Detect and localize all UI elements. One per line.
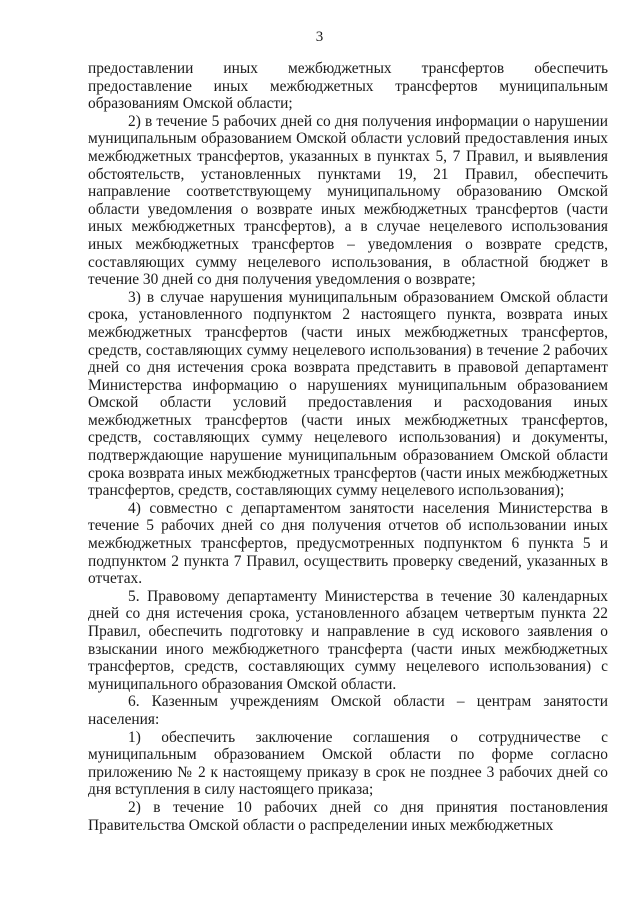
paragraph-clause-6: 6. Казенным учреждениям Омской области – центрам занятости населения: — [88, 693, 608, 728]
paragraph-clause-6-item-1: 1) обеспечить заключение соглашения о сотрудничестве с муниципальным образованием Омской области по форме согласно приложению № 2 к настоящему приказу в срок не позднее 3 рабочих дней со дня вступления в силу настоящего приказа; — [88, 728, 608, 799]
page-number: 3 — [315, 29, 324, 45]
paragraph-clause-6-item-2: 2) в течение 10 рабочих дней со дня принятия постановления Правительства Омской области о распределении иных межбюджетных — [88, 798, 608, 834]
paragraph-item-3: 3) в случае нарушения муниципальным образованием Омской области срока, установленного подпунктом 2 настоящего пункта, возврата иных межбюджетных трансфертов (части иных межбюджетных трансфертов, средств, составляющих сумму нецелевого использования) в течение 2 рабочих дней со дня истечения срока возврата представить в правовой департамент Министерства информацию о нарушениях муниципальным образованием Омской области условий предоставления и расходования иных межбюджетных трансфертов (части иных межбюджетных трансфертов, средств, составляющих сумму нецелевого использования) и документы, подтверждающие нарушение муниципальным образованием Омской области срока возврата иных межбюджетных трансфертов (части иных межбюджетных трансфертов, средств, составляющих сумму нецелевого использования); — [88, 288, 608, 500]
paragraph-item-2: 2) в течение 5 рабочих дней со дня получения информации о нарушении муниципальным образованием Омской области условий предоставления иных межбюджетных трансфертов, указанных в пунктах 5, 7 Правил, и выявления обстоятельств, установленных пунктами 19, 21 Правил, обеспечить направление соответствующему муниципальному образованию Омской области уведомления о возврате иных межбюджетных трансфертов (части иных межбюджетных трансфертов), а в случае нецелевого использования иных межбюджетных трансфертов – уведомления о возврате средств, составляющих сумму нецелевого использования, в областной бюджет в течение 30 дней со дня получения уведомления о возврате; — [88, 112, 608, 289]
paragraph-clause-5: 5. Правовому департаменту Министерства в течение 30 календарных дней со дня истечения срока, установленного абзацем четвертым пункта 22 Правил, обеспечить подготовку и направление в суд искового заявления о взыскании иного межбюджетного трансферта (части иных межбюджетных трансфертов, средств, составляющих сумму нецелевого использования) с муниципального образования Омской области. — [88, 587, 608, 693]
document-body — [88, 60, 608, 834]
paragraph-continuation: предоставлении иных межбюджетных трансфертов обеспечить предоставление иных межбюджетных трансфертов муниципальным образованиям Омской области; — [88, 60, 608, 113]
paragraph-item-4: 4) совместно с департаментом занятости населения Министерства в течение 5 рабочих дней со дня получения отчетов об использовании иных межбюджетных трансфертов, предусмотренных подпунктом 6 пункта 5 и подпунктом 2 пункта 7 Правил, осуществить проверку сведений, указанных в отчетах. — [88, 499, 608, 588]
